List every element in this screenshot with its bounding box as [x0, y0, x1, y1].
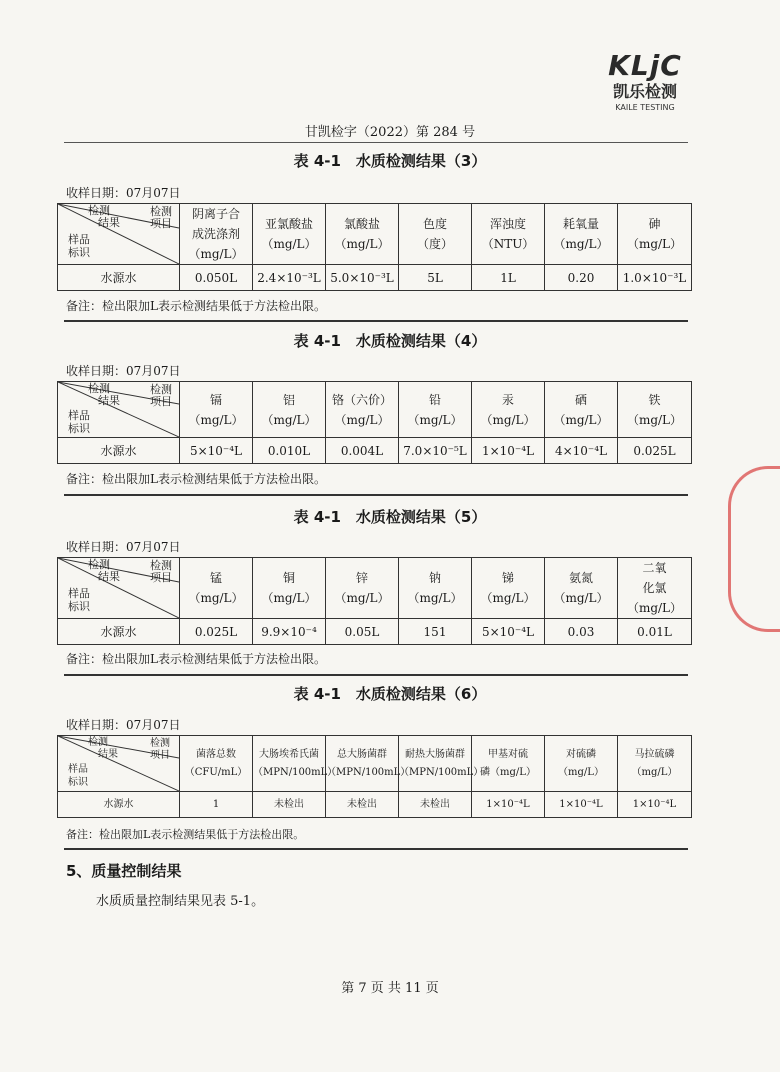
- column-header: [618, 204, 692, 265]
- column-header-line: （mg/L）: [553, 412, 609, 427]
- column-header: [618, 558, 692, 619]
- column-header-line: （mg/L）: [407, 591, 463, 605]
- table-cell: 1×10⁻⁴L: [472, 438, 545, 464]
- table-cell: 5.0×10⁻³L: [326, 265, 399, 291]
- column-header-line: 成洗涤剂: [191, 227, 240, 241]
- column-header: [253, 204, 326, 265]
- table-note: 备注：检出限加L表示检测结果低于方法检出限。: [66, 472, 326, 486]
- seal-stamp: [728, 466, 780, 632]
- table-title: 表 4-1 水质检测结果（3）: [293, 152, 487, 170]
- column-header: [399, 736, 484, 792]
- column-header: [399, 204, 472, 265]
- table-cell: 1.0×10⁻³L: [618, 265, 692, 291]
- company-logo: [600, 49, 690, 114]
- header-label-e: 样品: [68, 409, 90, 422]
- row-label: 水源水: [58, 619, 180, 645]
- header-label-b: 结果: [98, 216, 120, 229]
- table-row: [58, 438, 692, 464]
- column-header-line: （度）: [416, 237, 453, 251]
- table-note: 备注：检出限加L表示检测结果低于方法检出限。: [66, 652, 326, 666]
- column-header-line: （mg/L）: [480, 591, 536, 605]
- section-heading: 5、质量控制结果: [66, 862, 182, 880]
- column-header: [326, 204, 399, 265]
- column-header-line: （mg/L）: [188, 412, 244, 427]
- column-header: [545, 736, 618, 792]
- section-rule: [64, 494, 688, 496]
- column-header: [253, 736, 338, 792]
- table-cell: 0.03: [545, 619, 618, 645]
- logo-chinese-name: 凯乐检测: [612, 82, 677, 101]
- row-label: 水源水: [58, 438, 180, 464]
- header-label-c: 检测: [150, 738, 170, 749]
- column-header-line: 亚氯酸盐: [264, 217, 313, 231]
- header-rule: [64, 142, 688, 143]
- column-header: [399, 382, 472, 438]
- column-header-line: 铅: [428, 392, 441, 407]
- table-cell: 未检出: [253, 792, 326, 818]
- table-title: 表 4-1 水质检测结果（6）: [293, 685, 487, 703]
- results-table: [57, 381, 692, 464]
- column-header-line: 铁: [648, 392, 661, 407]
- table-header-row: [58, 736, 692, 792]
- column-header: [472, 382, 545, 438]
- table-cell: 5×10⁻⁴L: [180, 438, 253, 464]
- column-header-line: （MPN/100mL）: [253, 766, 338, 778]
- column-header: [472, 558, 545, 619]
- column-header: [472, 736, 545, 792]
- table-cell: 1: [180, 792, 253, 818]
- table-note: 备注：检出限加L表示检测结果低于方法检出限。: [66, 299, 326, 313]
- table-cell: 151: [399, 619, 472, 645]
- table-row: [58, 619, 692, 645]
- table-header-row: [58, 382, 692, 438]
- column-header-line: （mg/L）: [261, 237, 317, 251]
- column-header-line: （mg/L）: [626, 601, 683, 615]
- header-label-e: 样品: [68, 587, 90, 600]
- row-label: 水源水: [58, 265, 180, 291]
- diagonal-header-cell: [58, 736, 180, 792]
- column-header-line: （mg/L）: [407, 412, 463, 427]
- column-header-line: 镉: [209, 392, 222, 407]
- header-label-f: 标识: [68, 600, 90, 613]
- column-header-line: 阴离子合: [191, 207, 240, 221]
- table-cell: 0.025L: [618, 438, 692, 464]
- column-header-line: 锰: [209, 571, 222, 585]
- column-header-line: 耐热大肠菌群: [405, 748, 465, 760]
- header-label-c: 检测: [150, 559, 172, 572]
- column-header-line: 磷（mg/L）: [480, 766, 536, 778]
- table-cell: 0.20: [545, 265, 618, 291]
- results-table: [57, 203, 692, 291]
- header-label-f: 标识: [68, 422, 90, 435]
- table-cell: 9.9×10⁻⁴: [253, 619, 326, 645]
- row-label: 水源水: [58, 792, 180, 818]
- header-label-a: 检测: [88, 382, 110, 395]
- column-header: [472, 204, 545, 265]
- column-header-line: 耗氧量: [562, 217, 599, 231]
- table-cell: 0.01L: [618, 619, 692, 645]
- column-header-line: 氨氮: [568, 571, 593, 585]
- header-label-e: 样品: [68, 764, 88, 775]
- table-cell: 0.010L: [253, 438, 326, 464]
- header-label-c: 检测: [150, 383, 172, 396]
- header-label-f: 标识: [68, 246, 90, 259]
- column-header-line: 色度: [422, 217, 447, 231]
- column-header: [618, 382, 692, 438]
- column-header-line: （mg/L）: [626, 237, 683, 251]
- table-cell: 7.0×10⁻⁵L: [399, 438, 472, 464]
- table-cell: 1L: [472, 265, 545, 291]
- table-title: 表 4-1 水质检测结果（4）: [293, 332, 487, 350]
- column-header-line: 对硫磷: [566, 748, 596, 760]
- column-header-line: 铝: [282, 392, 295, 407]
- column-header-line: （CFU/mL）: [184, 766, 248, 778]
- column-header-line: 马拉硫磷: [634, 748, 675, 760]
- column-header-line: （mg/L）: [261, 591, 317, 605]
- logo-mark: KLjC: [608, 49, 682, 82]
- column-header-line: （mg/L）: [188, 591, 244, 605]
- column-header-line: 二氧: [642, 561, 667, 575]
- table-cell: 5L: [399, 265, 472, 291]
- column-header-line: 总大肠菌群: [337, 748, 387, 760]
- column-header-line: （mg/L）: [261, 412, 317, 427]
- results-table: [57, 557, 692, 645]
- column-header-line: 钠: [428, 571, 441, 585]
- column-header: [545, 204, 618, 265]
- column-header-line: （mg/L）: [553, 591, 609, 605]
- column-header: [326, 558, 399, 619]
- section-rule: [64, 848, 688, 850]
- column-header: [399, 558, 472, 619]
- column-header-line: 铬（六价）: [331, 392, 392, 407]
- sample-date: 收样日期：07月07日: [66, 718, 181, 732]
- header-label-a: 检测: [88, 558, 110, 571]
- section-rule: [64, 320, 688, 322]
- diagonal-header-cell: [58, 204, 180, 265]
- table-title: 表 4-1 水质检测结果（5）: [293, 508, 487, 526]
- column-header-line: （mg/L）: [334, 591, 390, 605]
- sample-date: 收样日期：07月07日: [66, 540, 181, 554]
- column-header-line: （mg/L）: [188, 247, 244, 261]
- header-label-b: 结果: [98, 570, 120, 583]
- column-header-line: （mg/L）: [334, 237, 390, 251]
- column-header-line: （NTU）: [481, 237, 535, 251]
- table-header-row: [58, 558, 692, 619]
- column-header: [180, 204, 253, 265]
- column-header-line: （mg/L）: [626, 412, 683, 427]
- header-label-d: 项目: [150, 217, 172, 230]
- table-header-row: [58, 204, 692, 265]
- diagonal-header-cell: [58, 558, 180, 619]
- column-header-line: 锌: [355, 571, 368, 585]
- column-header-line: （mg/L）: [553, 237, 609, 251]
- column-header-line: 化氯: [642, 581, 667, 595]
- column-header-line: 砷: [648, 217, 661, 231]
- logo-english-name: KAILE TESTING: [615, 103, 675, 112]
- table-cell: 1×10⁻⁴L: [618, 792, 692, 818]
- diagonal-header-cell: [58, 382, 180, 438]
- column-header: [180, 382, 253, 438]
- header-label-f: 标识: [68, 777, 88, 788]
- column-header: [253, 558, 326, 619]
- table-cell: 1×10⁻⁴L: [545, 792, 618, 818]
- table-cell: 2.4×10⁻³L: [253, 265, 326, 291]
- column-header-line: （MPN/100mL）: [399, 766, 484, 778]
- column-header-line: 铜: [282, 571, 295, 585]
- column-header: [326, 382, 399, 438]
- header-label-a: 检测: [88, 737, 108, 748]
- page-footer: 第 7 页 共 11 页: [341, 981, 439, 996]
- column-header: [326, 736, 411, 792]
- table-row: [58, 792, 692, 818]
- header-label-d: 项目: [150, 395, 172, 408]
- table-cell: 未检出: [399, 792, 472, 818]
- column-header-line: （MPN/100mL）: [326, 766, 411, 778]
- sample-date: 收样日期：07月07日: [66, 186, 181, 200]
- header-label-d: 项目: [150, 750, 170, 761]
- column-header: [545, 558, 618, 619]
- header-label-b: 结果: [98, 749, 118, 760]
- sample-date: 收样日期：07月07日: [66, 364, 181, 378]
- header-label-e: 样品: [68, 233, 90, 246]
- column-header-line: 锑: [501, 571, 514, 585]
- column-header-line: 氯酸盐: [343, 217, 380, 231]
- section-paragraph: 水质质量控制结果见表 5-1。: [96, 894, 265, 909]
- table-cell: 未检出: [326, 792, 399, 818]
- table-cell: 0.025L: [180, 619, 253, 645]
- table-cell: 0.05L: [326, 619, 399, 645]
- column-header-line: 甲基对硫: [488, 748, 528, 760]
- column-header: [253, 382, 326, 438]
- column-header: [545, 382, 618, 438]
- table-cell: 4×10⁻⁴L: [545, 438, 618, 464]
- column-header-line: （mg/L）: [480, 412, 536, 427]
- header-label-a: 检测: [88, 204, 110, 217]
- table-cell: 0.004L: [326, 438, 399, 464]
- table-note: 备注：检出限加L表示检测结果低于方法检出限。: [66, 828, 305, 841]
- table-cell: 5×10⁻⁴L: [472, 619, 545, 645]
- column-header-line: 汞: [501, 392, 514, 407]
- table-cell: 1×10⁻⁴L: [472, 792, 545, 818]
- results-table: [57, 735, 692, 818]
- column-header: [180, 736, 253, 792]
- table-row: [58, 265, 692, 291]
- document-number: 甘凯检字（2022）第 284 号: [304, 125, 476, 140]
- table-cell: 0.050L: [180, 265, 253, 291]
- header-label-c: 检测: [150, 205, 172, 218]
- column-header-line: （mg/L）: [558, 766, 604, 778]
- header-label-d: 项目: [150, 571, 172, 584]
- column-header-line: 菌落总数: [196, 748, 236, 760]
- header-label-b: 结果: [98, 394, 120, 407]
- column-header-line: 浑浊度: [489, 217, 526, 231]
- column-header: [618, 736, 692, 792]
- column-header-line: （mg/L）: [631, 766, 678, 778]
- column-header-line: 大肠埃希氏菌: [259, 748, 319, 760]
- section-rule: [64, 674, 688, 676]
- column-header-line: 硒: [574, 392, 587, 407]
- column-header: [180, 558, 253, 619]
- column-header-line: （mg/L）: [334, 412, 390, 427]
